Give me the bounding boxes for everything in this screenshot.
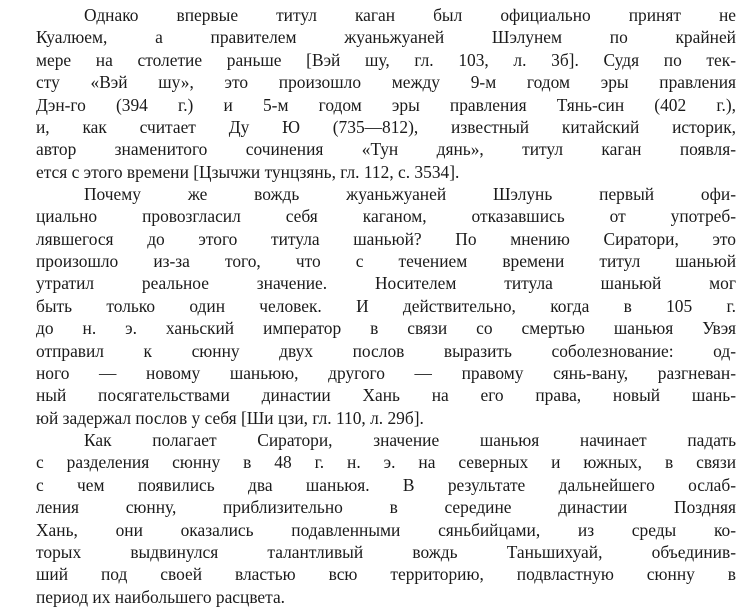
text-line: период их наибольшего расцвета. bbox=[36, 586, 286, 607]
text-line: циально провозгласил себя каганом, отказавшись от употреб- bbox=[36, 206, 736, 227]
text-line: ший под своей властью всю территорию, подвластную сюнну в bbox=[36, 564, 736, 585]
text-line: Как полагает Сиратори, значение шаньюя начинает падать bbox=[84, 430, 736, 450]
text-line: ного — новому шаньюю, другого — правому сянь-вану, разгневан- bbox=[36, 362, 736, 383]
text-line: Хань, они оказались подавленными сяньбийцами, из среды ко- bbox=[36, 519, 736, 540]
text-line: Почему же вождь жуаньжуаней Шэлунь первый офи- bbox=[84, 184, 736, 204]
text-line: автор знаменитого сочинения «Тун дянь», титул каган появля- bbox=[36, 139, 736, 160]
text-line: Дэн-го (394 г.) и 5-м годом эры правления Тянь-син (402 г.), bbox=[36, 94, 736, 115]
text-line: отправил к сюнну двух послов выразить соболезнование: од- bbox=[36, 340, 736, 361]
text-line: лявшегося до этого титула шаньюй? По мнению Сиратори, это bbox=[36, 228, 736, 249]
text-line: Куалюем, а правителем жуаньжуаней Шэлунем по крайней bbox=[36, 27, 736, 48]
text-line: Однако впервые титул каган был официально принят не bbox=[84, 5, 736, 25]
text-line: сту «Вэй шу», это произошло между 9-м годом эры правления bbox=[36, 72, 736, 93]
text-line: произошло из-за того, что с течением времени титул шаньюй bbox=[36, 251, 736, 272]
text-line: ется с этого времени [Цзычжи тунцзянь, гл. 112, с. 3534]. bbox=[36, 161, 460, 182]
text-line: быть только один человек. И действительно, когда в 105 г. bbox=[36, 295, 736, 316]
text-line: ления сюнну, приблизительно в середине династии Поздняя bbox=[36, 497, 736, 518]
text-line: мере на столетие раньше [Вэй шу, гл. 103, л. 3б]. Судя по тек- bbox=[36, 49, 736, 70]
text-line: торых выдвинулся талантливый вождь Таньшихуай, объединив- bbox=[36, 541, 736, 562]
text-line: с чем появились два шаньюя. В результате дальнейшего ослаб- bbox=[36, 474, 736, 495]
text-line: с разделения сюнну в 48 г. н. э. на северных и южных, в связи bbox=[36, 452, 736, 473]
text-line: ный посягательствами династии Хань на его права, новый шань- bbox=[36, 385, 736, 406]
text-line: утратил реальное значение. Носителем титула шаньюй мог bbox=[36, 273, 736, 294]
text-line: и, как считает Ду Ю (735—812), известный китайский историк, bbox=[36, 116, 736, 137]
text-line: юй задержал послов у себя [Ши цзи, гл. 110, л. 29б]. bbox=[36, 407, 424, 428]
text-line: до н. э. ханьский император в связи со смертью шаньюя Увэя bbox=[36, 318, 736, 339]
